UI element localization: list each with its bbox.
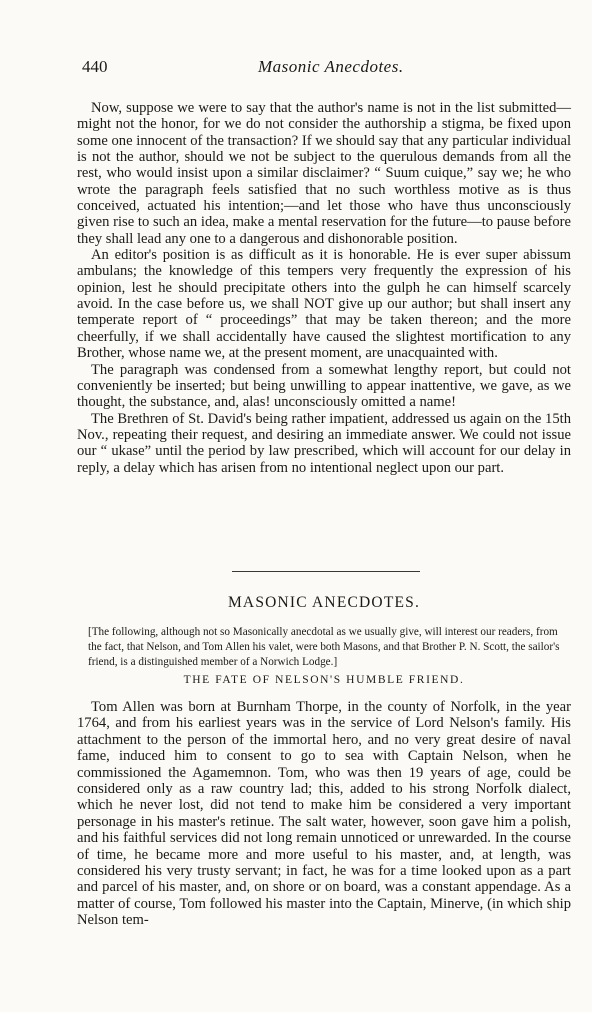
page-header bbox=[82, 57, 570, 79]
section-divider bbox=[232, 571, 420, 572]
editorial-paragraph-2: An editor's position is as difficult as it is honorable. He is ever super abissum ambulans; the knowledge of this tempers very frequently the expression of his opinion, lest he should precipitate others into the gulph he can himself scarcely avoid. In the case before us, we shall NOT give up our author; but shall insert any temperate report of “ proceedings” that may be taken thereon; and the more cheerfully, if we shall accidentally have caused the slightest mortification to any Brother, whose name we, at the present moment, are unacquainted with. bbox=[77, 247, 571, 362]
editorial-paragraph-3: The paragraph was condensed from a somewhat lengthy report, but could not conveniently be inserted; but being unwilling to appear inattentive, we gave, as we thought, the substance, and, alas! unconsciously omitted a name! bbox=[77, 361, 571, 411]
story-block bbox=[77, 699, 571, 929]
page-number: 440 bbox=[82, 57, 108, 76]
section-title: MASONIC ANECDOTES. bbox=[227, 594, 421, 611]
running-title: Masonic Anecdotes. bbox=[258, 57, 404, 76]
editorial-block bbox=[77, 100, 571, 476]
editorial-paragraph-4: The Brethren of St. David's being rather impatient, addressed us again on the 15th Nov., repeating their request, and desiring an immediate answer. We could not issue our “ ukase” until the period by law prescribed, which will account for our delay in reply, a delay which has arisen from no intentional neglect upon our part. bbox=[77, 410, 571, 476]
story-paragraph: Tom Allen was born at Burnham Thorpe, in the county of Norfolk, in the year 1764, and from his earliest years was in the service of Lord Nelson's family. His attachment to the person of the immortal hero, and no very great desire of naval fame, induced him to consent to go to sea with Captain Nelson, when he commissioned the Agamemnon. Tom, who was then 19 years of age, could be considered only as a raw country lad; this, added to his strong Norfolk dialect, which he never lost, did not tend to make him be considered a very important personage in his master's retinue. The salt water, however, soon gave him a polish, and his faithful services did not long remain unnoticed or unrewarded. In the course of time, he became more and more useful to his master, and, at length, was considered his very trusty servant; in fact, he was for a time looked upon as a part and parcel of his master, and, on shore or on board, was a constant appendage. As a matter of course, Tom followed his master into the Captain, Minerve, (in which ship Nelson tem- bbox=[77, 699, 571, 929]
editorial-paragraph-1: Now, suppose we were to say that the author's name is not in the list submitted—might not the honor, for we do not consider the authorship a stigma, be fixed upon some one innocent of the transaction? If we should say that any particular individual is not the author, should we not be subject to the querulous demands from all the rest, who would insist upon a similar disclaimer? “ Suum cuique,” say we; he who wrote the paragraph feels satisfied that no such worthless motive as is thus conceived, actuated his intention;—and let those who have thus unconsciously given rise to such an idea, make a mental reservation for the future—to pause before they shall lead any one to a dangerous and dishonorable position. bbox=[77, 100, 571, 247]
section-intro: [The following, although not so Masonically anecdotal as we usually give, will interest our readers, from the fact, that Nelson, and Tom Allen his valet, were both Masons, and that Brother P. N. Scott, the sailor's friend, is a distinguished member of a Norwich Lodge.] bbox=[88, 626, 560, 668]
story-title: THE FATE OF NELSON'S HUMBLE FRIEND. bbox=[183, 674, 465, 686]
